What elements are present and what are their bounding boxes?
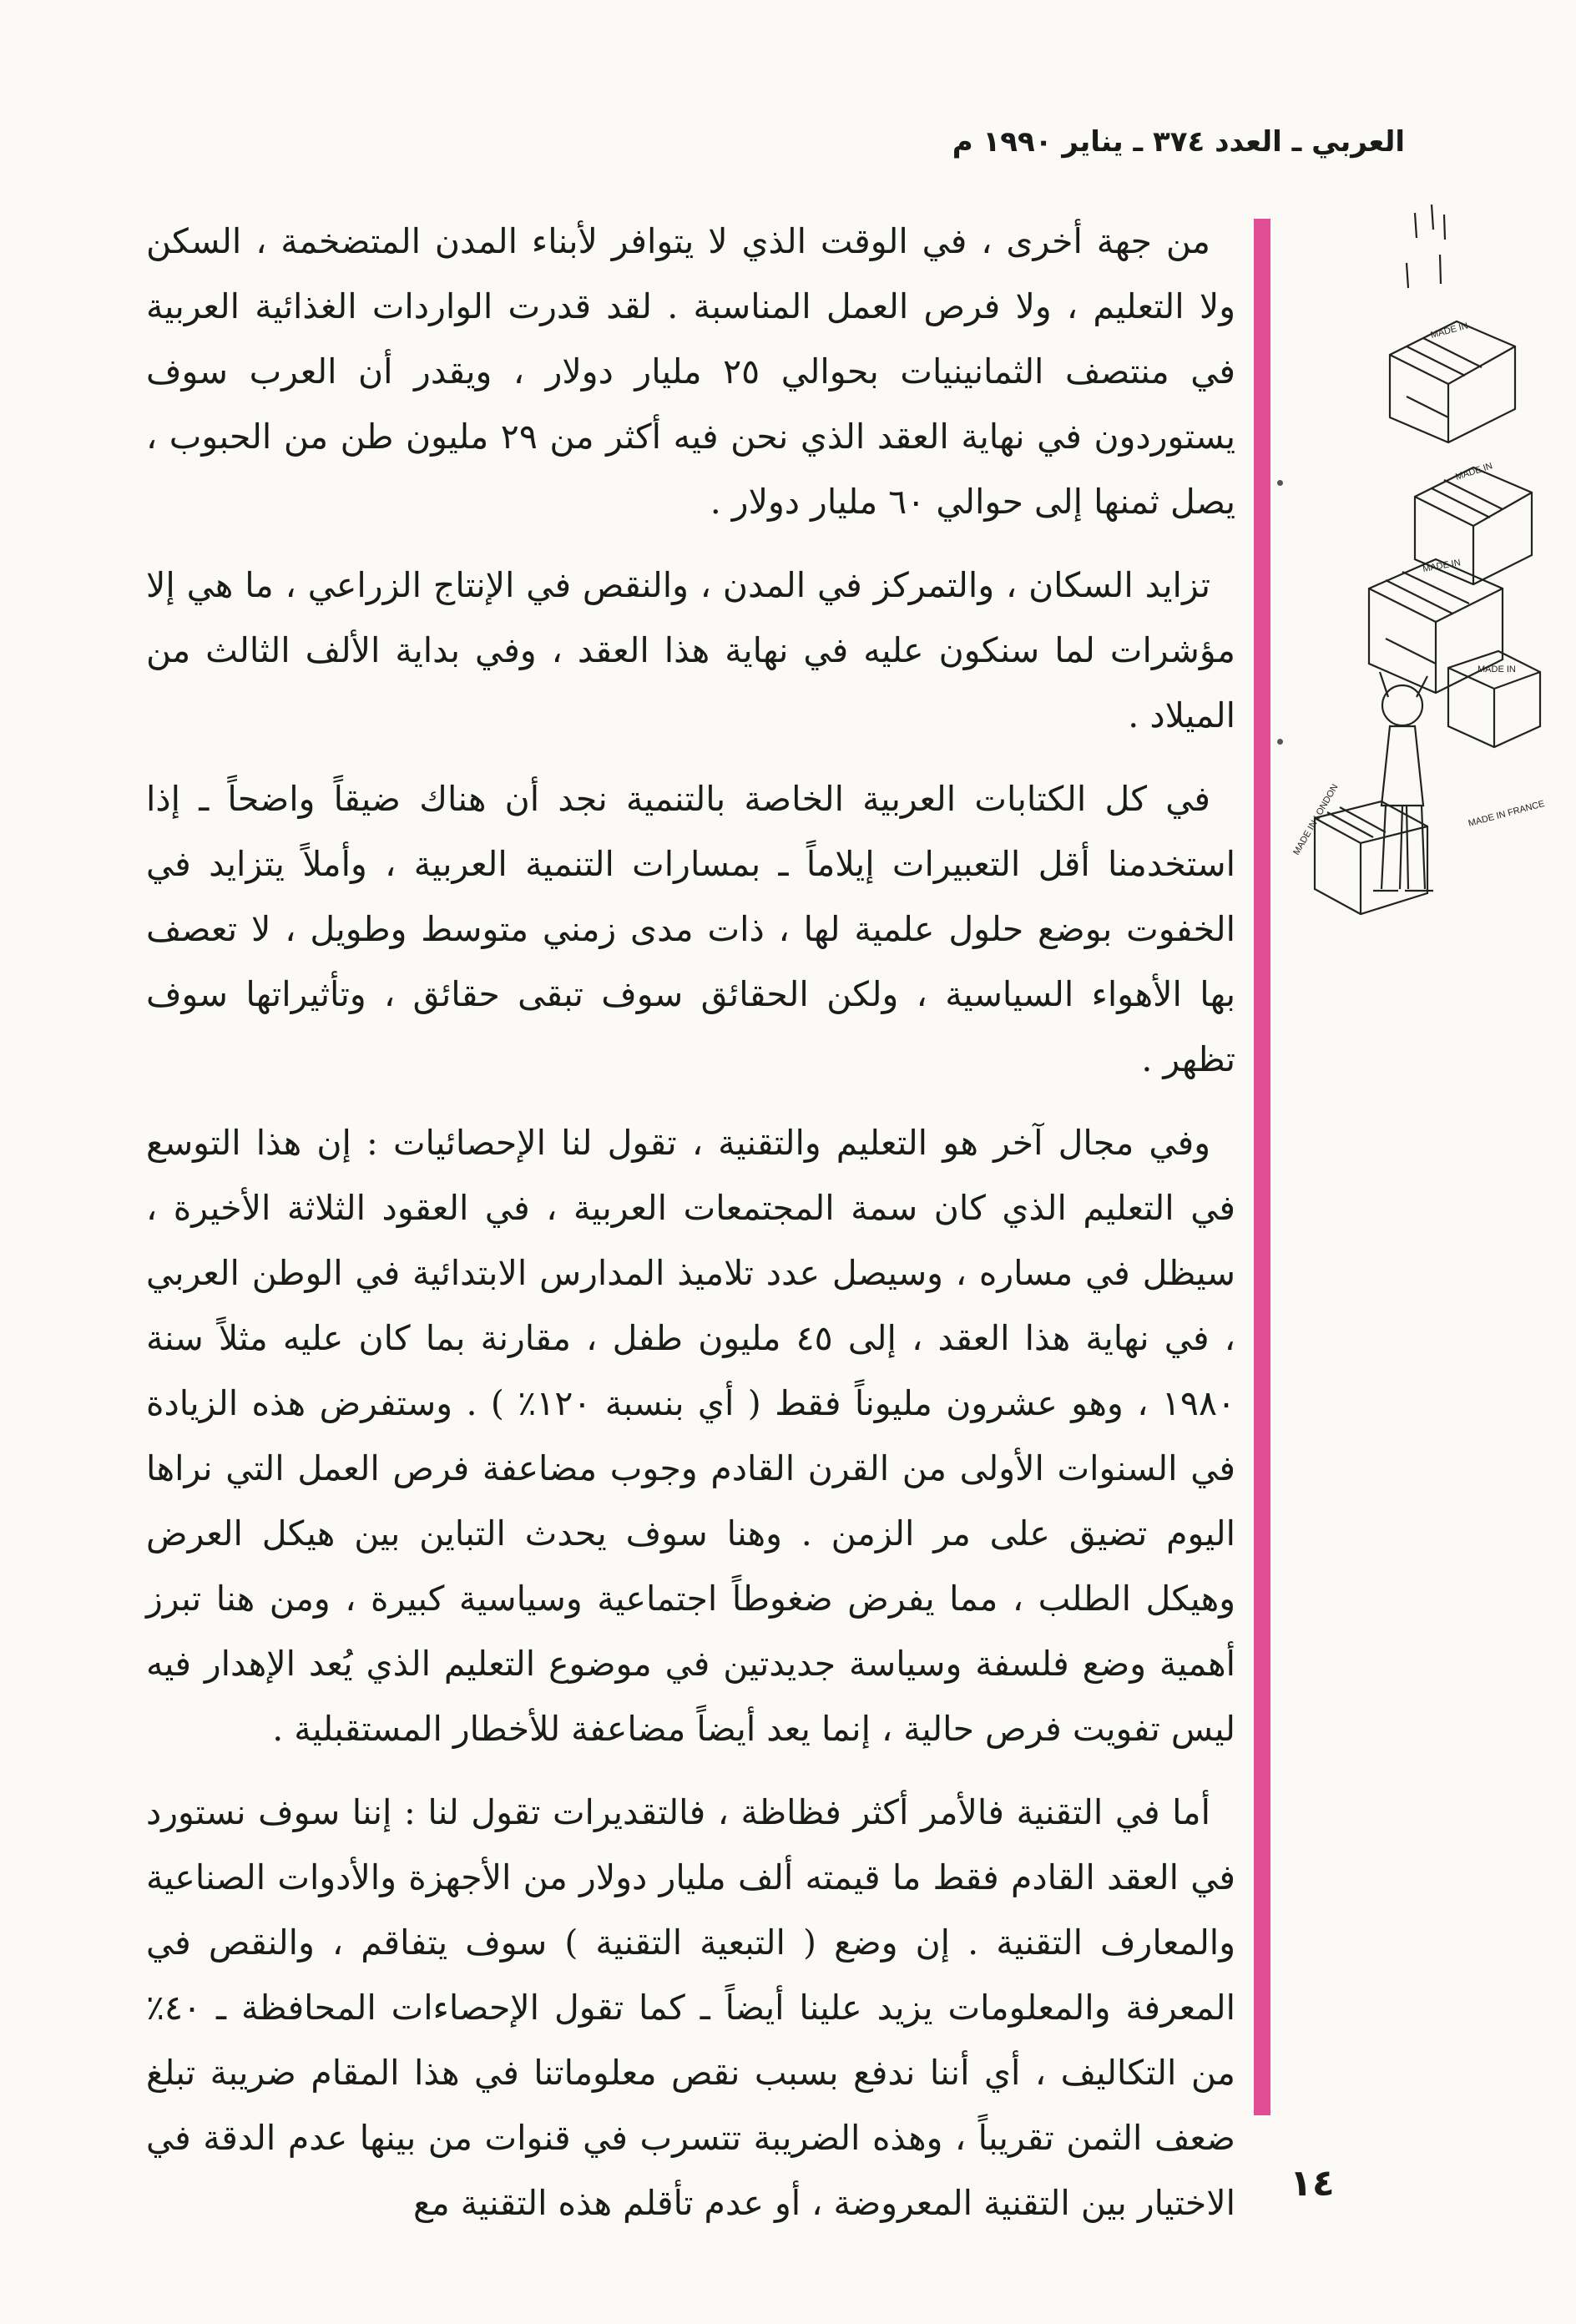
page-number: ١٤ bbox=[1290, 2162, 1335, 2205]
crate-label-3: MADE IN bbox=[1422, 558, 1462, 574]
rule-dot bbox=[1277, 739, 1283, 745]
crate-label-5: MADE IN LONDON bbox=[1291, 782, 1341, 857]
paragraph: أما في التقنية فالأمر أكثر فظاظة ، فالتقديرات تقول لنا : إننا سوف نستورد في العقد القادم فقط ما قيمته ألف مليار دولار من الأجهزة والأدوات الصناعية والمعارف التقنية . إن وضع ( التبعية التقنية ) سوف يتفاقم ، والنقص في المعرفة والمعلومات يزيد علينا أيضاً ـ كما تقول الإحصاءات المحافظة ـ ٤٠٪ من التكاليف ، أي أننا ندفع بسبب نقص معلوماتنا في هذا المقام ضريبة تبلغ ضعف الثمن تقريباً ، وهذه الضريبة تتسرب في قنوات من بينها عدم الدقة في الاختيار بين التقنية المعروضة ، أو عدم تأقلم هذه التقنية مع bbox=[146, 1792, 1235, 2223]
rule-dot bbox=[1277, 480, 1283, 486]
article-body bbox=[146, 209, 1235, 2254]
paragraph: تزايد السكان ، والتمركز في المدن ، والنقص في الإنتاج الزراعي ، ما هي إلا مؤشرات لما سنكون عليه في نهاية هذا العقد ، وفي بداية الألف الثالث من الميلاد . bbox=[146, 565, 1235, 735]
crate-label-4: MADE IN bbox=[1478, 664, 1516, 674]
paragraph: من جهة أخرى ، في الوقت الذي لا يتوافر لأبناء المدن المتضخمة ، السكن ولا التعليم ، ولا فرص العمل المناسبة . لقد قدرت الواردات الغذائية العربية في منتصف الثمانينيات بحوالي ٢٥ مليار دولار ، ويقدر أن العرب سوف يستوردون في نهاية العقد الذي نحن فيه أكثر من ٢٩ مليون طن من الحبوب ، يصل ثمنها إلى حوالي ٦٠ مليار دولار . bbox=[146, 221, 1235, 522]
crate-label-6: MADE IN FRANCE bbox=[1467, 798, 1546, 829]
cartoon-illustration bbox=[1290, 205, 1553, 1123]
paragraph: في كل الكتابات العربية الخاصة بالتنمية نجد أن هناك ضيقاً واضحاً ـ إذا استخدمنا أقل التعبيرات إيلاماً ـ بمسارات التنمية العربية ، وأملاً يتزايد في الخفوت بوضع حلول علمية لها ، ذات مدى زمني متوسط وطويل ، لا تعصف بها الأهواء السياسية ، ولكن الحقائق سوف تبقى حقائق ، وتأثيراتها سوف تظهر . bbox=[146, 779, 1235, 1079]
falling-crates-drawing bbox=[1290, 205, 1553, 1123]
pink-vertical-rule bbox=[1254, 219, 1270, 2115]
crate-label-1: MADE IN bbox=[1429, 321, 1470, 341]
paragraph: وفي مجال آخر هو التعليم والتقنية ، تقول لنا الإحصائيات : إن هذا التوسع في التعليم الذي كان سمة المجتمعات العربية ، في العقود الثلاثة الأخيرة ، سيظل في مساره ، وسيصل عدد تلاميذ المدارس الابتدائية في الوطن العربي ، في نهاية هذا العقد ، إلى ٤٥ مليون طفل ، مقارنة بما كان عليه مثلاً سنة ١٩٨٠ ، وهو عشرون مليوناً فقط ( أي بنسبة ١٢٠٪ ) . وستفرض هذه الزيادة في السنوات الأولى من القرن القادم وجوب مضاعفة فرص العمل التي نراها اليوم تضيق على مر الزمن . وهنا سوف يحدث التباين بين هيكل العرض وهيكل الطلب ، مما يفرض ضغوطاً اجتماعية وسياسية كبيرة ، ومن هنا تبرز أهمية وضع فلسفة وسياسة جديدتين في موضوع التعليم الذي يُعد الإهدار فيه ليس تفويت فرص حالية ، إنما يعد أيضاً مضاعفة للأخطار المستقبلية . bbox=[146, 1123, 1235, 1749]
crate-label-2: MADE IN bbox=[1454, 461, 1494, 482]
running-header: العربي ـ العدد ٣٧٤ ـ يناير ١٩٩٠ م bbox=[952, 125, 1405, 159]
